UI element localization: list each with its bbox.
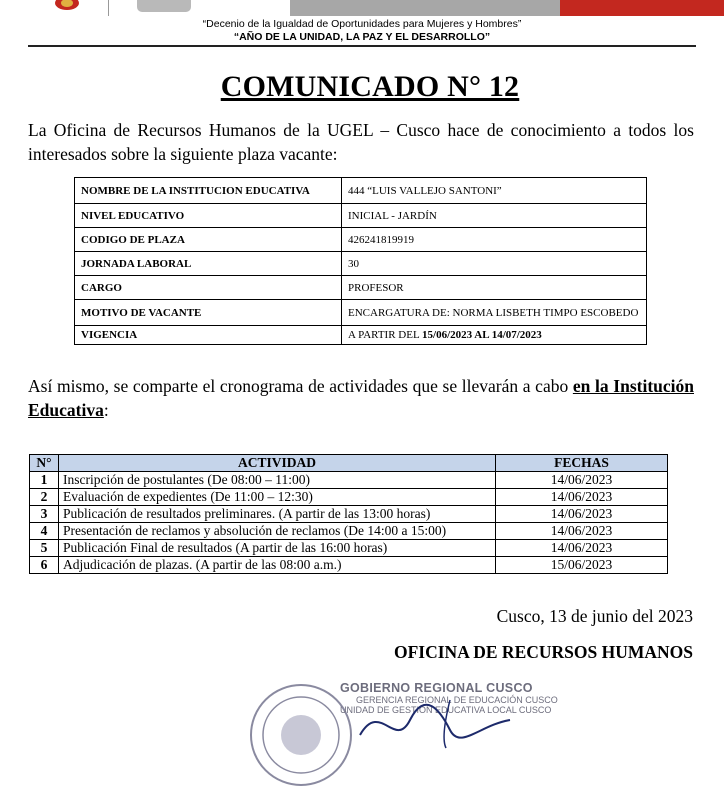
vacancy-value: 426241819919 bbox=[342, 228, 647, 252]
vacancy-table bbox=[74, 177, 647, 345]
schedule-number: 1 bbox=[30, 472, 59, 489]
schedule-number: 4 bbox=[30, 523, 59, 540]
signature-icon bbox=[350, 690, 520, 750]
seal-line-1: GOBIERNO REGIONAL CUSCO bbox=[340, 681, 533, 695]
vacancy-value: 444 “LUIS VALLEJO SANTONI” bbox=[342, 178, 647, 204]
schedule-date: 14/06/2023 bbox=[496, 472, 668, 489]
vacancy-value: 30 bbox=[342, 252, 647, 276]
schedule-row bbox=[30, 472, 668, 489]
vacancy-row-vigencia bbox=[75, 326, 647, 345]
schedule-row bbox=[30, 523, 668, 540]
office-name: OFICINA DE RECURSOS HUMANOS bbox=[394, 642, 693, 662]
schedule-activity: Presentación de reclamos y absolución de reclamos (De 14:00 a 15:00) bbox=[59, 523, 496, 540]
vacancy-row bbox=[75, 228, 647, 252]
vacancy-row bbox=[75, 276, 647, 300]
vacancy-label: NOMBRE DE LA INSTITUCION EDUCATIVA bbox=[75, 178, 342, 204]
vigencia-value bbox=[342, 326, 647, 345]
vacancy-value: ENCARGATURA DE: NORMA LISBETH TIMPO ESCOBEDO bbox=[342, 300, 647, 326]
seal-line-2: GERENCIA REGIONAL DE EDUCACIÓN CUSCO bbox=[356, 695, 558, 705]
schedule-row bbox=[30, 506, 668, 523]
decenio-text: “Decenio de la Igualdad de Oportunidades para Mujeres y Hombres” bbox=[202, 18, 522, 30]
schedule-intro-paragraph bbox=[28, 374, 694, 422]
schedule-number: 2 bbox=[30, 489, 59, 506]
header-rule bbox=[28, 45, 696, 47]
vacancy-label: MOTIVO DE VACANTE bbox=[75, 300, 342, 326]
col-activity: ACTIVIDAD bbox=[59, 455, 496, 472]
schedule-date: 14/06/2023 bbox=[496, 523, 668, 540]
schedule-activity: Publicación Final de resultados (A partir de las 16:00 horas) bbox=[59, 540, 496, 557]
logo-divider bbox=[108, 0, 109, 16]
vigencia-label: VIGENCIA bbox=[75, 326, 342, 345]
schedule-activity: Evaluación de expedientes (De 11:00 – 12:30) bbox=[59, 489, 496, 506]
vacancy-value: PROFESOR bbox=[342, 276, 647, 300]
schedule-number: 3 bbox=[30, 506, 59, 523]
schedule-row bbox=[30, 557, 668, 574]
letterhead-bar bbox=[0, 0, 724, 18]
schedule-intro-text: Así mismo, se comparte el cronograma de actividades que se llevarán a cabo bbox=[28, 376, 573, 396]
intro-paragraph: La Oficina de Recursos Humanos de la UGEL – Cusco hace de conocimiento a todos los interesados sobre la siguiente plaza vacante: bbox=[28, 120, 694, 164]
vigencia-prefix: A PARTIR DEL bbox=[348, 329, 423, 341]
year-motto: “AÑO DE LA UNIDAD, LA PAZ Y EL DESARROLLO” bbox=[233, 31, 491, 43]
schedule-header-row bbox=[30, 455, 668, 472]
vacancy-value: INICIAL - JARDÍN bbox=[342, 204, 647, 228]
vacancy-row bbox=[75, 204, 647, 228]
schedule-activity: Adjudicación de plazas. (A partir de las 08:00 a.m.) bbox=[59, 557, 496, 574]
ministry-logo-icon bbox=[137, 0, 191, 12]
schedule-table bbox=[29, 454, 668, 574]
vacancy-label: NIVEL EDUCATIVO bbox=[75, 204, 342, 228]
schedule-intro-location: en la Institución Educativa bbox=[28, 376, 694, 420]
vacancy-row bbox=[75, 300, 647, 326]
seal-line-3: UNIDAD DE GESTIÓN EDUCATIVA LOCAL CUSCO bbox=[340, 705, 552, 715]
col-number: N° bbox=[30, 455, 59, 472]
col-dates: FECHAS bbox=[496, 455, 668, 472]
schedule-row bbox=[30, 489, 668, 506]
vacancy-row bbox=[75, 252, 647, 276]
schedule-date: 14/06/2023 bbox=[496, 506, 668, 523]
schedule-row bbox=[30, 540, 668, 557]
schedule-date: 14/06/2023 bbox=[496, 489, 668, 506]
city-date: Cusco, 13 de junio del 2023 bbox=[496, 606, 693, 626]
page-title: COMUNICADO N° 12 bbox=[220, 70, 520, 103]
header-red-band bbox=[560, 0, 724, 16]
vacancy-label: CARGO bbox=[75, 276, 342, 300]
vacancy-label: JORNADA LABORAL bbox=[75, 252, 342, 276]
schedule-date: 15/06/2023 bbox=[496, 557, 668, 574]
vigencia-dates: 15/06/2023 AL 14/07/2023 bbox=[422, 329, 542, 341]
schedule-intro-suffix: : bbox=[103, 400, 109, 420]
schedule-number: 5 bbox=[30, 540, 59, 557]
schedule-number: 6 bbox=[30, 557, 59, 574]
coat-of-arms-icon bbox=[48, 0, 86, 12]
vacancy-label: CODIGO DE PLAZA bbox=[75, 228, 342, 252]
schedule-date: 14/06/2023 bbox=[496, 540, 668, 557]
schedule-activity: Inscripción de postulantes (De 08:00 – 11:00) bbox=[59, 472, 496, 489]
vacancy-row bbox=[75, 178, 647, 204]
schedule-activity: Publicación de resultados preliminares. (A partir de las 13:00 horas) bbox=[59, 506, 496, 523]
